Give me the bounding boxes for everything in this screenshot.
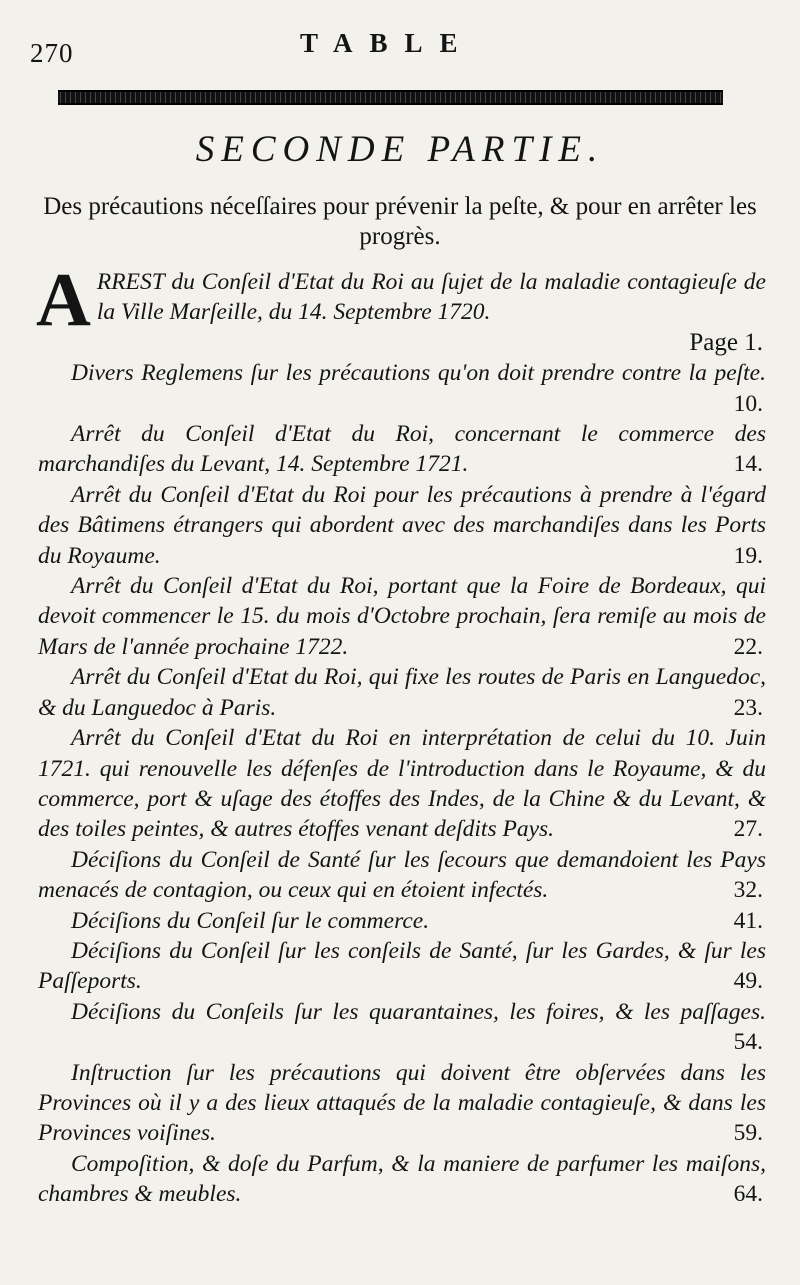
- toc-entry-page: 27.: [733, 816, 763, 843]
- toc-entry: [38, 906, 766, 936]
- toc-entry-text: Déciſions du Conſeil ſur le commerce.: [71, 907, 430, 934]
- toc-entry-page: 22.: [733, 633, 763, 660]
- toc-entry-text: Arrêt du Conſeil d'Etat du Roi, concernant le commerce des marchandiſes du Levant, 14. Septembre 1721.: [38, 421, 766, 478]
- toc-entry-text: Arrêt du Conſeil d'Etat du Roi, qui fixe les routes de Paris en Languedoc, & du Languedoc à Paris.: [38, 664, 766, 721]
- toc-entry-page: 32.: [733, 877, 763, 904]
- toc-entry-text: Déciſions du Conſeil ſur les conſeils de Santé, ſur les Gardes, & ſur les Paſſeports.: [38, 937, 766, 995]
- toc-entry-page: Page 1.: [689, 328, 763, 356]
- table-of-contents: [36, 258, 766, 1210]
- toc-entry: [38, 1058, 766, 1149]
- ornamental-rule: [58, 90, 723, 105]
- toc-entry-page: 41.: [733, 907, 763, 934]
- toc-entry: [38, 997, 766, 1058]
- toc-entry-text: Divers Reglemens ſur les précautions qu'on doit prendre contre la peſte.: [71, 360, 766, 387]
- toc-entry-page: 14.: [733, 451, 763, 478]
- toc-entry: [38, 480, 766, 571]
- toc-entry: [38, 723, 766, 845]
- toc-entry: [38, 936, 766, 997]
- part-subtitle: Des précautions néceſſaires pour prévenir la peſte, & pour en arrêter les progrès.: [43, 193, 757, 250]
- toc-entry: [38, 845, 766, 906]
- toc-entry-text: Arrêt du Conſeil d'Etat du Roi, portant que la Foire de Bordeaux, qui devoit commencer le 15. du mois d'Octobre prochain, ſera remiſe au mois de Mars de l'année prochaine 1722.: [38, 573, 766, 660]
- page-number: 270: [30, 38, 74, 68]
- toc-entry-page: 19.: [733, 542, 763, 569]
- toc-entry-page: 10.: [733, 390, 763, 417]
- drop-cap: A: [36, 258, 91, 342]
- toc-entry-text: Arrêt du Conſeil d'Etat du Roi en interprétation de celui du 10. Juin 1721. qui renouvelle les défenſes de l'introduction dans le Royaume, & du commerce, port & uſage des étoffes des Indes, de la Chine & du Levant, & des toiles peintes, & autres étoffes venant deſdits Pays.: [38, 725, 766, 843]
- toc-entry-page: 49.: [733, 968, 763, 995]
- part-title: SECONDE PARTIE.: [195, 129, 605, 170]
- toc-entry: [38, 1149, 766, 1210]
- toc-entry-text: Déciſions du Conſeil de Santé ſur les ſecours que demandoient les Pays menacés de contagion, ou ceux qui en étoient infectés.: [38, 846, 766, 904]
- toc-entry-text: Arrêt du Conſeil d'Etat du Roi pour les précautions à prendre à l'égard des Bâtimens étrangers qui abordent avec des marchandiſes dans les Ports du Royaume.: [38, 481, 766, 569]
- running-title: TABLE: [300, 28, 475, 58]
- toc-entry: [38, 358, 766, 419]
- toc-entry-text: RREST du Conſeil d'Etat du Roi au ſujet de la maladie contagieuſe de la Ville Marſeille, du 14. Septembre 1720.: [96, 269, 766, 326]
- toc-entry-page: 64.: [733, 1181, 763, 1208]
- toc-entry: [38, 662, 766, 723]
- toc-entry-text: Inſtruction ſur les précautions qui doivent être obſervées dans les Provinces où il y a des lieux attaqués de la maladie contagieuſe, & dans les Provinces voiſines.: [38, 1059, 766, 1147]
- toc-entry: [38, 571, 766, 662]
- toc-entry: [38, 419, 766, 480]
- toc-entry-page: 59.: [733, 1120, 763, 1147]
- toc-entry-text: Déciſions du Conſeils ſur les quarantaines, les foires, & les paſſages.: [71, 998, 766, 1025]
- toc-entry-page: 54.: [733, 1029, 763, 1056]
- toc-entry-text: Compoſition, & doſe du Parfum, & la maniere de parfumer les maiſons, chambres & meubles.: [38, 1150, 766, 1208]
- toc-entry-page: 23.: [733, 694, 763, 721]
- page-header: [30, 26, 760, 68]
